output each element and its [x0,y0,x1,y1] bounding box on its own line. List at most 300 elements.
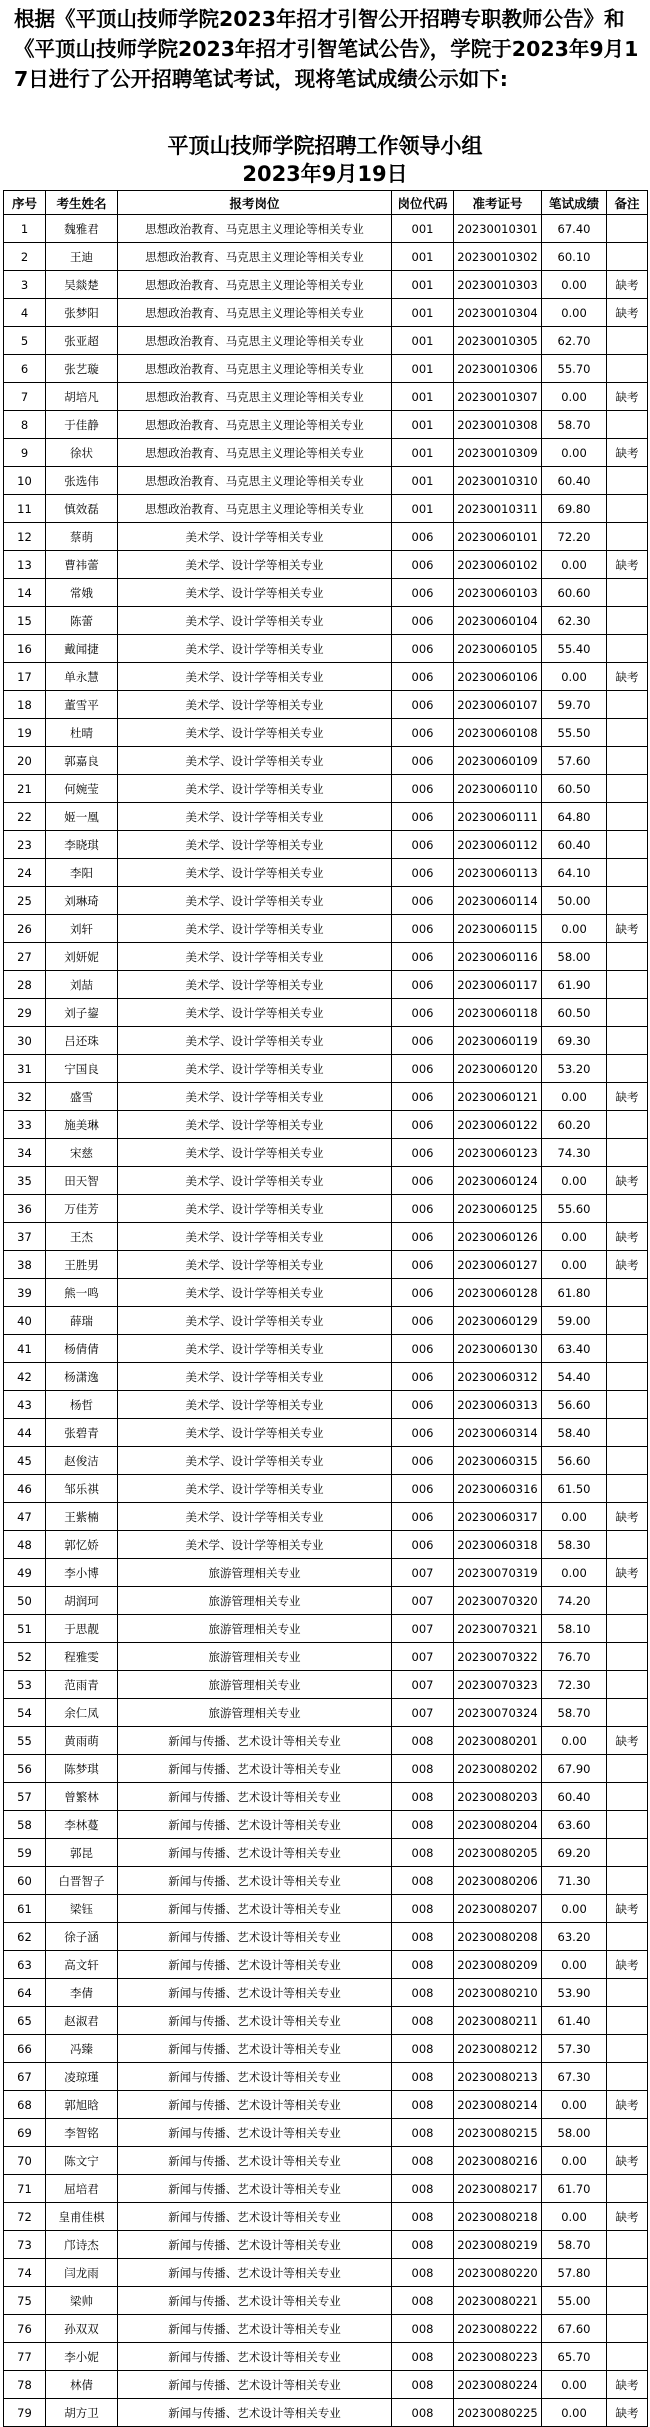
cell-code: 008 [392,2371,454,2399]
table-row [4,383,648,411]
cell-score: 74.30 [542,1139,607,1167]
table-row [4,2147,648,2175]
cell-no: 27 [4,943,46,971]
cell-note [607,635,648,663]
cell-name: 于佳静 [46,411,118,439]
cell-score: 58.00 [542,2119,607,2147]
cell-code: 006 [392,831,454,859]
table-row [4,551,648,579]
cell-note [607,1363,648,1391]
cell-code: 007 [392,1587,454,1615]
cell-note: 缺考 [607,1251,648,1279]
table-row [4,691,648,719]
cell-ticket: 20230060110 [454,775,542,803]
table-row [4,2371,648,2399]
cell-ticket: 20230060104 [454,607,542,635]
cell-ticket: 20230060312 [454,1363,542,1391]
table-row [4,495,648,523]
cell-note: 缺考 [607,2147,648,2175]
cell-ticket: 20230060107 [454,691,542,719]
table-row [4,1643,648,1671]
cell-name: 戴闻捷 [46,635,118,663]
cell-no: 51 [4,1615,46,1643]
table-row [4,439,648,467]
cell-note [607,1867,648,1895]
cell-note [607,243,648,271]
cell-code: 008 [392,1895,454,1923]
cell-post: 新闻与传播、艺术设计等相关专业 [118,2007,392,2035]
cell-no: 63 [4,1951,46,1979]
cell-name: 刘妍妮 [46,943,118,971]
cell-ticket: 20230060317 [454,1503,542,1531]
cell-ticket: 20230060122 [454,1111,542,1139]
cell-post: 旅游管理相关专业 [118,1671,392,1699]
table-row [4,1223,648,1251]
cell-post: 美术学、设计学等相关专业 [118,1279,392,1307]
cell-ticket: 20230080225 [454,2399,542,2427]
cell-post: 美术学、设计学等相关专业 [118,887,392,915]
table-row [4,1503,648,1531]
cell-name: 杨潇逸 [46,1363,118,1391]
cell-score: 55.60 [542,1195,607,1223]
table-row [4,215,648,243]
cell-post: 美术学、设计学等相关专业 [118,943,392,971]
cell-score: 0.00 [542,915,607,943]
cell-note: 缺考 [607,439,648,467]
table-row [4,1335,648,1363]
cell-score: 62.70 [542,327,607,355]
cell-no: 13 [4,551,46,579]
cell-ticket: 20230060111 [454,803,542,831]
cell-code: 006 [392,915,454,943]
cell-score: 57.80 [542,2259,607,2287]
cell-ticket: 20230060123 [454,1139,542,1167]
cell-name: 张亚超 [46,327,118,355]
cell-name: 程雅雯 [46,1643,118,1671]
cell-note: 缺考 [607,1559,648,1587]
cell-score: 0.00 [542,299,607,327]
cell-name: 徐状 [46,439,118,467]
cell-no: 20 [4,747,46,775]
cell-score: 0.00 [542,1251,607,1279]
cell-post: 美术学、设计学等相关专业 [118,915,392,943]
cell-name: 张选伟 [46,467,118,495]
cell-score: 67.60 [542,2315,607,2343]
cell-no: 43 [4,1391,46,1419]
cell-note [607,355,648,383]
cell-no: 46 [4,1475,46,1503]
cell-no: 9 [4,439,46,467]
cell-post: 新闻与传播、艺术设计等相关专业 [118,2315,392,2343]
cell-post: 新闻与传播、艺术设计等相关专业 [118,2147,392,2175]
cell-code: 001 [392,439,454,467]
table-row [4,1979,648,2007]
table-row [4,943,648,971]
cell-code: 001 [392,299,454,327]
table-row [4,1699,648,1727]
cell-post: 新闻与传播、艺术设计等相关专业 [118,2203,392,2231]
cell-no: 79 [4,2399,46,2427]
cell-name: 姬一凰 [46,803,118,831]
cell-no: 48 [4,1531,46,1559]
table-row [4,1923,648,1951]
cell-ticket: 20230060106 [454,663,542,691]
cell-note [607,859,648,887]
cell-code: 006 [392,1027,454,1055]
cell-name: 孙双双 [46,2315,118,2343]
header-no: 序号 [4,191,46,215]
cell-ticket: 20230080214 [454,2091,542,2119]
cell-no: 36 [4,1195,46,1223]
cell-name: 赵淑君 [46,2007,118,2035]
cell-no: 11 [4,495,46,523]
cell-post: 美术学、设计学等相关专业 [118,971,392,999]
table-row [4,355,648,383]
cell-ticket: 20230010304 [454,299,542,327]
cell-no: 26 [4,915,46,943]
cell-note: 缺考 [607,1727,648,1755]
cell-note: 缺考 [607,383,648,411]
cell-name: 王杰 [46,1223,118,1251]
cell-score: 60.40 [542,831,607,859]
cell-post: 思想政治教育、马克思主义理论等相关专业 [118,439,392,467]
cell-code: 008 [392,1811,454,1839]
cell-score: 60.50 [542,999,607,1027]
cell-score: 67.30 [542,2063,607,2091]
cell-post: 美术学、设计学等相关专业 [118,831,392,859]
cell-score: 54.40 [542,1363,607,1391]
cell-note [607,467,648,495]
cell-code: 008 [392,1923,454,1951]
cell-ticket: 20230060315 [454,1447,542,1475]
cell-name: 薛瑞 [46,1307,118,1335]
cell-name: 刘子鋆 [46,999,118,1027]
cell-post: 思想政治教育、马克思主义理论等相关专业 [118,243,392,271]
cell-no: 55 [4,1727,46,1755]
cell-note: 缺考 [607,2203,648,2231]
cell-ticket: 20230010301 [454,215,542,243]
cell-code: 008 [392,2091,454,2119]
cell-post: 美术学、设计学等相关专业 [118,1223,392,1251]
cell-code: 008 [392,1979,454,2007]
cell-score: 0.00 [542,1727,607,1755]
cell-name: 徐子涵 [46,1923,118,1951]
cell-post: 新闻与传播、艺术设计等相关专业 [118,1839,392,1867]
cell-ticket: 20230070321 [454,1615,542,1643]
cell-name: 盛雪 [46,1083,118,1111]
cell-ticket: 20230060121 [454,1083,542,1111]
cell-code: 008 [392,1727,454,1755]
cell-name: 宋慈 [46,1139,118,1167]
cell-post: 美术学、设计学等相关专业 [118,635,392,663]
cell-note [607,495,648,523]
cell-name: 李晓琪 [46,831,118,859]
table-row [4,523,648,551]
cell-code: 007 [392,1671,454,1699]
cell-code: 001 [392,495,454,523]
cell-ticket: 20230080217 [454,2175,542,2203]
intro-paragraph: 根据《平顶山技师学院2023年招才引智公开招聘专职教师公告》和《平顶山技师学院2023年招才引智笔试公告》，学院于2023年9月17日进行了公开招聘笔试考试，现将笔试成绩公示如下: [14,7,639,91]
cell-ticket: 20230060130 [454,1335,542,1363]
cell-score: 60.60 [542,579,607,607]
cell-note [607,1923,648,1951]
cell-post: 新闻与传播、艺术设计等相关专业 [118,1979,392,2007]
cell-score: 60.40 [542,467,607,495]
table-row [4,1475,648,1503]
cell-no: 52 [4,1643,46,1671]
cell-ticket: 20230060114 [454,887,542,915]
cell-code: 006 [392,635,454,663]
cell-ticket: 20230080213 [454,2063,542,2091]
table-row [4,887,648,915]
cell-no: 6 [4,355,46,383]
cell-ticket: 20230060119 [454,1027,542,1055]
cell-post: 美术学、设计学等相关专业 [118,663,392,691]
cell-code: 006 [392,999,454,1027]
cell-name: 李小妮 [46,2343,118,2371]
cell-ticket: 20230060101 [454,523,542,551]
cell-note [607,1979,648,2007]
cell-ticket: 20230060316 [454,1475,542,1503]
cell-note: 缺考 [607,1083,648,1111]
cell-score: 60.20 [542,1111,607,1139]
cell-score: 0.00 [542,2371,607,2399]
table-row [4,831,648,859]
cell-note [607,1531,648,1559]
cell-post: 新闻与传播、艺术设计等相关专业 [118,2399,392,2427]
cell-note [607,691,648,719]
cell-no: 73 [4,2231,46,2259]
cell-ticket: 20230080202 [454,1755,542,1783]
cell-score: 61.80 [542,1279,607,1307]
cell-score: 76.70 [542,1643,607,1671]
cell-score: 58.40 [542,1419,607,1447]
cell-no: 44 [4,1419,46,1447]
cell-post: 旅游管理相关专业 [118,1559,392,1587]
cell-name: 皇甫佳棋 [46,2203,118,2231]
cell-ticket: 20230080219 [454,2231,542,2259]
cell-code: 006 [392,1111,454,1139]
cell-no: 56 [4,1755,46,1783]
cell-code: 008 [392,2259,454,2287]
cell-code: 008 [392,1839,454,1867]
table-row [4,2007,648,2035]
cell-name: 王胜男 [46,1251,118,1279]
cell-code: 008 [392,2343,454,2371]
cell-name: 张梦阳 [46,299,118,327]
cell-name: 凌琼瑾 [46,2063,118,2091]
cell-code: 006 [392,691,454,719]
cell-score: 60.50 [542,775,607,803]
cell-code: 006 [392,943,454,971]
cell-score: 0.00 [542,439,607,467]
cell-name: 慎效磊 [46,495,118,523]
cell-no: 3 [4,271,46,299]
cell-code: 006 [392,1391,454,1419]
cell-code: 001 [392,383,454,411]
cell-score: 0.00 [542,383,607,411]
cell-score: 58.00 [542,943,607,971]
cell-ticket: 20230060112 [454,831,542,859]
cell-code: 007 [392,1615,454,1643]
cell-ticket: 20230070324 [454,1699,542,1727]
cell-code: 006 [392,523,454,551]
cell-name: 陈蕾 [46,607,118,635]
cell-post: 新闻与传播、艺术设计等相关专业 [118,2231,392,2259]
cell-code: 006 [392,1447,454,1475]
header-code: 岗位代码 [392,191,454,215]
cell-post: 思想政治教育、马克思主义理论等相关专业 [118,355,392,383]
cell-name: 黄雨萌 [46,1727,118,1755]
cell-ticket: 20230060105 [454,635,542,663]
cell-name: 张艺璇 [46,355,118,383]
cell-name: 白晋智子 [46,1867,118,1895]
cell-ticket: 20230080201 [454,1727,542,1755]
cell-score: 67.90 [542,1755,607,1783]
cell-post: 新闻与传播、艺术设计等相关专业 [118,1867,392,1895]
cell-code: 001 [392,243,454,271]
cell-post: 美术学、设计学等相关专业 [118,719,392,747]
cell-score: 67.40 [542,215,607,243]
cell-name: 李智铭 [46,2119,118,2147]
cell-note [607,1755,648,1783]
cell-no: 30 [4,1027,46,1055]
cell-ticket: 20230010308 [454,411,542,439]
cell-ticket: 20230060113 [454,859,542,887]
cell-no: 50 [4,1587,46,1615]
cell-post: 旅游管理相关专业 [118,1699,392,1727]
cell-ticket: 20230080210 [454,1979,542,2007]
cell-name: 郭旭晗 [46,2091,118,2119]
cell-code: 006 [392,859,454,887]
cell-no: 47 [4,1503,46,1531]
cell-code: 007 [392,1643,454,1671]
cell-note [607,747,648,775]
table-row [4,1083,648,1111]
table-row [4,299,648,327]
cell-note [607,215,648,243]
cell-no: 18 [4,691,46,719]
cell-post: 美术学、设计学等相关专业 [118,1503,392,1531]
cell-score: 61.90 [542,971,607,999]
cell-code: 006 [392,579,454,607]
table-row [4,2091,648,2119]
cell-post: 美术学、设计学等相关专业 [118,803,392,831]
table-row [4,1279,648,1307]
cell-name: 李小博 [46,1559,118,1587]
cell-name: 刘琳琦 [46,887,118,915]
cell-note [607,1195,648,1223]
cell-no: 23 [4,831,46,859]
cell-ticket: 20230010309 [454,439,542,467]
table-row [4,327,648,355]
cell-note [607,1615,648,1643]
cell-score: 0.00 [542,1951,607,1979]
cell-note [607,803,648,831]
cell-post: 美术学、设计学等相关专业 [118,1055,392,1083]
cell-no: 2 [4,243,46,271]
table-row [4,915,648,943]
cell-note [607,971,648,999]
cell-code: 006 [392,775,454,803]
cell-note: 缺考 [607,2091,648,2119]
cell-note [607,2035,648,2063]
cell-note: 缺考 [607,915,648,943]
cell-note [607,2343,648,2371]
cell-code: 006 [392,551,454,579]
table-row [4,1139,648,1167]
cell-no: 78 [4,2371,46,2399]
cell-no: 24 [4,859,46,887]
table-row [4,1419,648,1447]
cell-no: 65 [4,2007,46,2035]
cell-note [607,1839,648,1867]
cell-ticket: 20230080203 [454,1783,542,1811]
cell-ticket: 20230080220 [454,2259,542,2287]
cell-name: 邝诗杰 [46,2231,118,2259]
table-row [4,1531,648,1559]
cell-score: 57.60 [542,747,607,775]
cell-post: 新闻与传播、艺术设计等相关专业 [118,2119,392,2147]
table-row [4,1615,648,1643]
cell-ticket: 20230080215 [454,2119,542,2147]
cell-code: 001 [392,327,454,355]
cell-no: 40 [4,1307,46,1335]
cell-ticket: 20230060118 [454,999,542,1027]
cell-no: 68 [4,2091,46,2119]
cell-code: 008 [392,2063,454,2091]
cell-ticket: 20230060117 [454,971,542,999]
table-row [4,1447,648,1475]
cell-note: 缺考 [607,663,648,691]
header-name: 考生姓名 [46,191,118,215]
table-row [4,2343,648,2371]
cell-note [607,1699,648,1727]
cell-note [607,775,648,803]
table-row [4,1783,648,1811]
cell-note [607,2007,648,2035]
cell-note [607,1811,648,1839]
cell-ticket: 20230060109 [454,747,542,775]
cell-note [607,1643,648,1671]
cell-post: 美术学、设计学等相关专业 [118,523,392,551]
cell-ticket: 20230070323 [454,1671,542,1699]
cell-note: 缺考 [607,299,648,327]
cell-score: 61.50 [542,1475,607,1503]
cell-code: 006 [392,1167,454,1195]
cell-ticket: 20230010305 [454,327,542,355]
table-row [4,1839,648,1867]
cell-no: 37 [4,1223,46,1251]
cell-post: 新闻与传播、艺术设计等相关专业 [118,1755,392,1783]
table-row [4,1195,648,1223]
cell-ticket: 20230080206 [454,1867,542,1895]
table-row [4,1811,648,1839]
cell-ticket: 20230080205 [454,1839,542,1867]
cell-code: 008 [392,2119,454,2147]
cell-score: 59.00 [542,1307,607,1335]
table-row [4,1671,648,1699]
cell-code: 007 [392,1559,454,1587]
cell-no: 12 [4,523,46,551]
cell-ticket: 20230080204 [454,1811,542,1839]
cell-score: 0.00 [542,2091,607,2119]
cell-code: 006 [392,1475,454,1503]
cell-score: 50.00 [542,887,607,915]
cell-name: 郭忆娇 [46,1531,118,1559]
cell-code: 006 [392,1055,454,1083]
cell-ticket: 20230060127 [454,1251,542,1279]
